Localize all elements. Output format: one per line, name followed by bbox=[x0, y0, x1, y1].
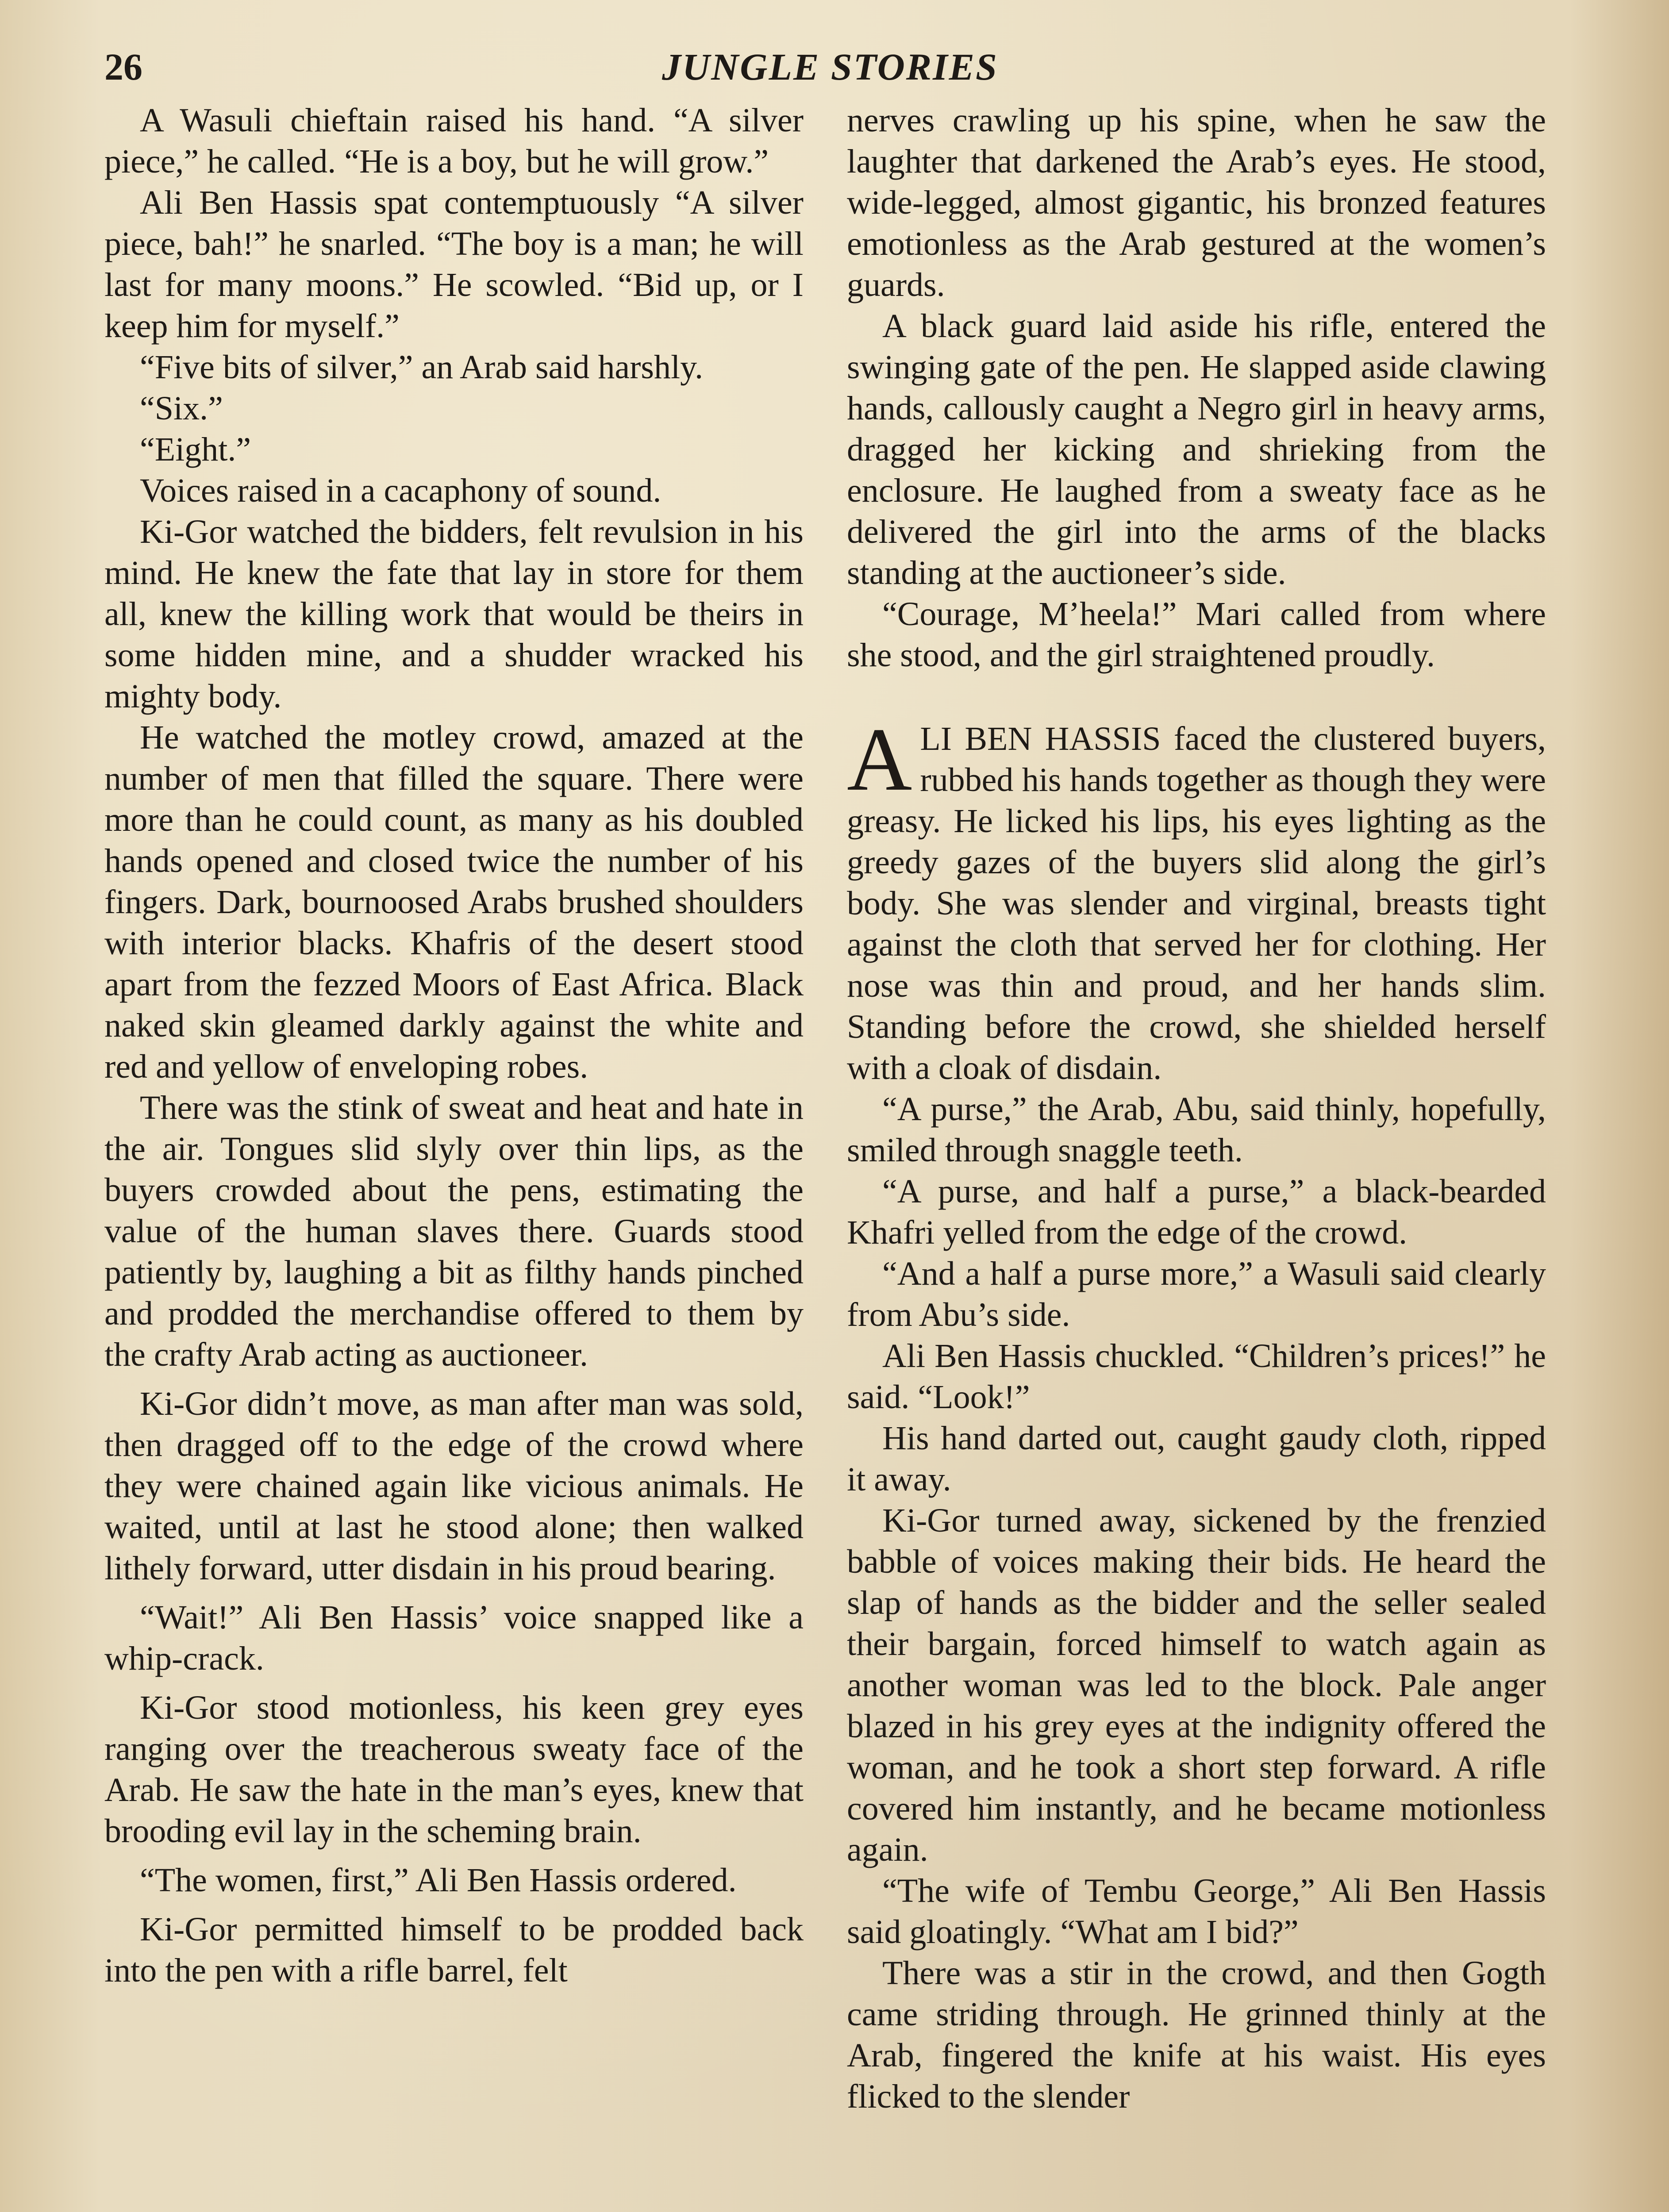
paragraph-text: “The women, first,” Ali Ben Hassis ordered. bbox=[140, 1862, 737, 1899]
paragraph-text: “The wife of Tembu George,” Ali Ben Hassis said gloatingly. “What am I bid?” bbox=[847, 1872, 1546, 1951]
paragraph bbox=[104, 347, 804, 388]
paragraph bbox=[104, 1909, 804, 1991]
paragraph-text: LI BEN HASSIS faced the clustered buyers, rubbed his hands together as though they were greasy. He licked his lips, his eyes lighting as the greedy gazes of the buyers slid along the girl’s body. She was slender and virginal, breasts tight against the cloth that served her for clothing. Her nose was thin and proud, and her hands slim. Standing before the crowd, she shielded herself with a cloak of disdain. bbox=[847, 720, 1546, 1087]
paragraph-text: “A purse,” the Arab, Abu, said thinly, hopefully, smiled through snaggle teeth. bbox=[847, 1091, 1546, 1169]
paragraph bbox=[847, 1171, 1546, 1253]
paragraph-text: Ki-Gor didn’t move, as man after man was sold, then dragged off to the edge of the crowd where they were chained again like vicious animals. He waited, until at last he stood alone; then walked lithely forward, utter disdain in his proud bearing. bbox=[104, 1385, 804, 1587]
paragraph bbox=[104, 1383, 804, 1589]
left-text-column bbox=[104, 100, 804, 2212]
paragraph bbox=[847, 1418, 1546, 1500]
paragraph-text: Ki-Gor stood motionless, his keen grey eyes ranging over the treacherous sweaty face of the Arab. He saw the hate in the man’s eyes, knew that brooding evil lay in the scheming brain. bbox=[104, 1689, 804, 1850]
paragraph-text: Voices raised in a cacaphony of sound. bbox=[140, 472, 661, 509]
running-title: JUNGLE STORIES bbox=[662, 46, 998, 88]
paragraph bbox=[104, 182, 804, 347]
paragraph bbox=[104, 388, 804, 429]
paragraph bbox=[847, 1089, 1546, 1171]
paragraph-text: A Wasuli chieftain raised his hand. “A silver piece,” he called. “He is a boy, but he will grow.” bbox=[104, 102, 804, 180]
paragraph bbox=[104, 470, 804, 511]
right-text-column bbox=[847, 100, 1546, 2212]
paragraph-text: Ki-Gor permitted himself to be prodded back into the pen with a rifle barrel, felt bbox=[104, 1911, 804, 1989]
paragraph-text: “Five bits of silver,” an Arab said harshly. bbox=[140, 349, 704, 386]
paragraph-text: nerves crawling up his spine, when he saw the laughter that darkened the Arab’s eyes. He stood, wide-legged, almost gigantic, his bronzed features emotionless as the Arab gestured at the women’s guards. bbox=[847, 102, 1546, 303]
paragraph-text: There was a stir in the crowd, and then Gogth came striding through. He grinned thinly at the Arab, fingered the knife at his waist. His eyes flicked to the slender bbox=[847, 1955, 1546, 2115]
page-number: 26 bbox=[104, 46, 142, 88]
paragraph bbox=[104, 717, 804, 1087]
paragraph bbox=[104, 1087, 804, 1375]
page-header bbox=[104, 42, 1556, 91]
paragraph bbox=[104, 511, 804, 717]
paragraph bbox=[847, 1336, 1546, 1418]
paragraph bbox=[847, 1500, 1546, 1870]
paragraph bbox=[104, 1860, 804, 1901]
paragraph-text: “A purse, and half a purse,” a black-bearded Khafri yelled from the edge of the crowd. bbox=[847, 1173, 1546, 1251]
paragraph bbox=[847, 1253, 1546, 1336]
paragraph-text: There was the stink of sweat and heat and hate in the air. Tongues slid slyly over thin lips, as the buyers crowded about the pens, estimating the value of the human slaves there. Guards stood patiently by, laughing a bit as filthy hands pinched and prodded the merchandise offered to them by the crafty Arab acting as auctioneer. bbox=[104, 1089, 804, 1373]
paragraph-text: “Courage, M’heela!” Mari called from where she stood, and the girl straightened proudly. bbox=[847, 595, 1546, 674]
paragraph bbox=[104, 429, 804, 470]
paragraph bbox=[847, 594, 1546, 676]
paragraph-text: Ali Ben Hassis spat contemptuously “A silver piece, bah!” he snarled. “The boy is a man; he will last for many moons.” He scowled. “Bid up, or I keep him for myself.” bbox=[104, 184, 804, 345]
paragraph bbox=[847, 100, 1546, 306]
paragraph-text: Ki-Gor watched the bidders, felt revulsion in his mind. He knew the fate that lay in store for them all, knew the killing work that would be theirs in some hidden mine, and a shudder wracked his mighty body. bbox=[104, 513, 804, 715]
paragraph-text: “And a half a purse more,” a Wasuli said clearly from Abu’s side. bbox=[847, 1255, 1546, 1333]
paragraph-text: His hand darted out, caught gaudy cloth, ripped it away. bbox=[847, 1420, 1546, 1498]
paragraph-text: “Wait!” Ali Ben Hassis’ voice snapped like a whip-crack. bbox=[104, 1599, 804, 1677]
paragraph bbox=[104, 100, 804, 182]
paragraph bbox=[847, 306, 1546, 594]
paragraph-text: He watched the motley crowd, amazed at the number of men that filled the square. There were more than he could count, as many as his doubled hands opened and closed twice the number of his fingers. Dark, bournoosed Arabs brushed shoulders with interior blacks. Khafris of the desert stood apart from the fezzed Moors of East Africa. Black naked skin gleamed darkly against the white and red and yellow of enveloping robes. bbox=[104, 719, 804, 1085]
paragraph-text: Ki-Gor turned away, sickened by the frenzied babble of voices making their bids. He heard the slap of hands as the bidder and the seller sealed their bargain, forced himself to watch again as another woman was led to the block. Pale anger blazed in his grey eyes at the indignity offered the woman, and he took a short step forward. A rifle covered him instantly, and he became motionless again. bbox=[847, 1502, 1546, 1868]
paragraph-text: A black guard laid aside his rifle, entered the swinging gate of the pen. He slapped aside clawing hands, callously caught a Negro girl in heavy arms, dragged her kicking and shrieking from the enclosure. He laughed from a sweaty face as he delivered the girl into the arms of the blacks standing at the auctioneer’s side. bbox=[847, 307, 1546, 591]
paragraph-text: “Six.” bbox=[140, 390, 223, 427]
paragraph bbox=[847, 710, 1546, 1089]
drop-cap: A bbox=[847, 710, 912, 810]
paragraph bbox=[847, 1953, 1546, 2117]
paragraph bbox=[104, 1687, 804, 1852]
paragraph-text: Ali Ben Hassis chuckled. “Children’s prices!” he said. “Look!” bbox=[847, 1337, 1546, 1416]
paragraph-text: “Eight.” bbox=[140, 431, 251, 468]
paragraph bbox=[847, 1870, 1546, 1953]
paragraph bbox=[104, 1597, 804, 1679]
